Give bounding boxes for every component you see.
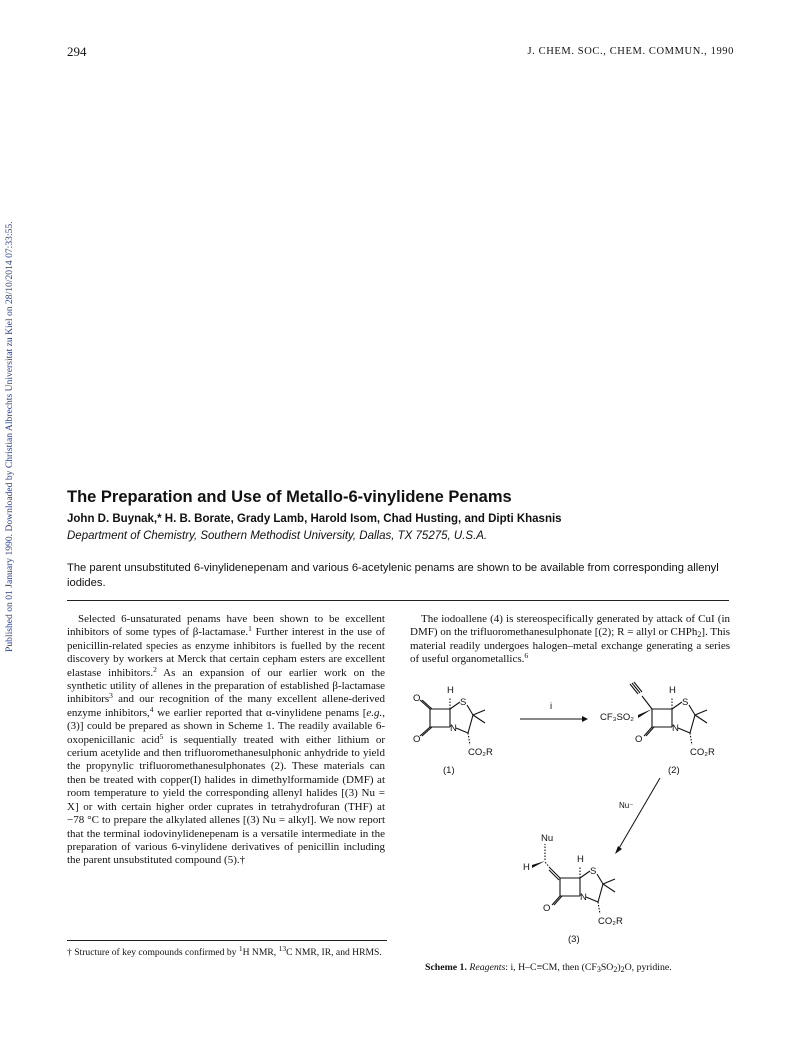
compound-2-n: N [672,723,679,734]
download-watermark [2,152,18,652]
compound-2-s: S [682,697,689,708]
scheme-caption: Scheme 1. Reagents: i, H–C≡CM, then $(CF_3SO_2)_2O$, pyridine. [425,962,672,974]
compound-2-co2r: CO₂R [690,747,715,758]
citation-3: 3 [109,691,113,701]
compound-1-co2r: CO₂R [468,747,493,758]
citation-6: 6 [524,651,529,661]
download-watermark-text: Published on 01 January 1990. Downloaded by Christian Albrechts Universitat zu Kiel on 28/10/2014 07:33:55. [4,221,15,652]
author-list: John D. Buynak,* H. B. Borate, Grady Lamb, Harold Isom, Chad Husting, and Dipti Khasnis [67,513,562,525]
abstract: The parent unsubstituted 6-vinylidenepenam and various 6-acetylenic penams are shown to be available from corresponding allenyl iodides. [67,562,719,589]
compound-3-o: O [543,903,551,914]
nucleophile: Nu⁻ [619,801,634,810]
compound-1-o2: O [413,734,421,745]
compound-3-label: (3) [568,934,580,945]
compound-3-s: S [590,866,597,877]
body-paragraph-1: Selected 6-unsaturated penams have been shown to be excellent inhibitors of some types of β-lactamase.$^1$ Further interest in the use of penicillin-related species as enzyme inhibitors is fuelled by the recent discovery by workers at Merck that certain cepham esters are excellent elastase inhibitors.$^2$ As an expansion of our earlier work on the synthetic utility of allenes in the preparation of established β-lactamase inhibitors$^3$ and our recognition of the many excellent allene-derived enzyme inhibitors,$^4$ we earlier reported that α-vinylidene penams [e.g., (3)] could be prepared as shown in Scheme 1. The readily available 6-oxopenicillanic acid$^5$ is sequentially treated with either lithium or cerium acetylide and then trifluoromethanesulphonic anhydride to yield the propynylic trifluoromethanesulphonates (2). These materials can then be treated with copper(I) halides in dimethylformamide (DMF) at room temperature to yield the corresponding allenyl halides [(3) Nu = X] or with certain higher order cuprates in tetrahydrofuran (THF) at −78 °C to prepare the alkylated allenes [(3) Nu = alkyl]. We now report that the terminal iodovinylidenepenam is a versatile intermediate in the preparation of various 6-vinylidene derivatives of penicillin including the parent unsubstituted compound (5).† [67,613,385,867]
compound-3-n: N [580,892,587,903]
compound-2-label: (2) [668,765,680,776]
compound-1-h: H [447,685,454,696]
compound-2-h: H [669,685,676,696]
compound-2-wedge [638,709,652,718]
compound-2-o: O [635,734,643,745]
body-paragraph-2: The iodoallene (4) is stereospecifically generated by attack of CuI (in DMF) on the trifluoromethanesulphonate [(2); R = allyl or CHPh$_2$]. This material readily undergoes halogen–metal exchange generating a series of useful organometallics.$^6$ [410,613,730,666]
compound-3-h: H [577,854,584,865]
compound-1-structure [420,698,485,745]
compound-3-h-vinyl: H [523,862,530,873]
citation-4: 4 [149,704,154,714]
compound-1-n: N [450,723,457,734]
compound-3-wedge [532,861,545,868]
article-title: The Preparation and Use of Metallo-6-vinylidene Penams [67,488,512,506]
body-column-right [410,613,730,667]
citation-1: 1 [248,624,252,634]
footnote-rule [67,940,387,941]
body-column-left [67,613,385,868]
citation-2: 2 [153,664,157,674]
running-head: J. CHEM. SOC., CHEM. COMMUN., 1990 [527,46,734,57]
compound-1-s: S [460,697,467,708]
reaction-arrow-nu [618,778,660,850]
compound-3-co2r: CO₂R [598,916,623,927]
citation-5: 5 [159,731,164,741]
compound-1-label: (1) [443,765,455,776]
compound-3-nu: Nu [541,833,554,844]
affiliation: Department of Chemistry, Southern Methodist University, Dallas, TX 75275, U.S.A. [67,530,488,542]
compound-2-cf3so2: CF₃SO₂ [600,712,634,723]
page-number: 294 [67,44,87,59]
abstract-rule [67,600,729,601]
footnote: † Structure of key compounds confirmed by $^1$H NMR, $^{13}$C NMR, IR, and HRMS. [67,944,382,958]
compound-1-o1: O [413,693,421,704]
reaction-scheme [410,678,735,953]
reagent-i: i [550,701,553,712]
